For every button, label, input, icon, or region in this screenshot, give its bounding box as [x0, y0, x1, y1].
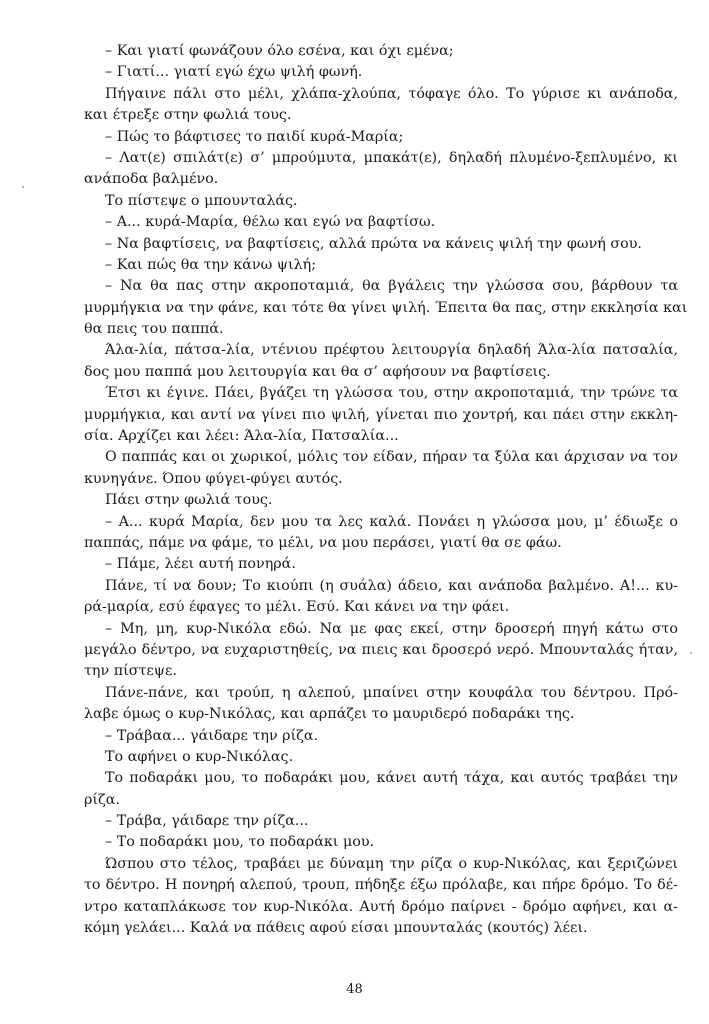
- scan-speck: [22, 186, 24, 188]
- text-line: – Α... κυρά Μαρία, δεν μου τα λες καλά. Πονάει η γλώσσα μου, μ’ έδιωξε ο: [105, 513, 678, 530]
- text-line: – Και γιατί φωνάζουν όλο εσένα, και όχι εμένα;: [105, 43, 454, 59]
- text-line: Πάει στην φωλιά τους.: [105, 492, 273, 509]
- text-line: Το αφήνει ο κυρ-Νικόλας.: [105, 748, 294, 765]
- text-line: – Να βαφτίσεις, να βαφτίσεις, αλλά πρώτα να κάνεις ψιλή την φωνή σου.: [105, 235, 642, 252]
- text-line: – Α... κυρά-Μαρία, θέλω και εγώ να βαφτίσω.: [105, 214, 436, 231]
- text-line: θα πεις του παππά.: [84, 321, 224, 338]
- text-line: το δέντρο. Η πονηρή αλεπού, τρουπ, πήδηξε έξω πρόλαβε, και πήρε δρόμο. Το δέ-: [84, 877, 678, 894]
- text-line: μυρμήγκια, και αντί να γίνει πιο ψιλή, γίνεται πιο χοντρή, και πάει στην εκκλη-: [84, 406, 678, 423]
- text-line: κόμη γελάει... Καλά να πάθεις αφού είσαι μπουνταλάς (κουτός) λέει.: [84, 920, 588, 937]
- text-line: λαβε όμως ο κυρ-Νικόλας, και αρπάζει το μαυριδερό ποδαράκι της.: [84, 706, 575, 723]
- text-line: κυνηγάνε. Όπου φύγει-φύγει αυτός.: [84, 470, 343, 487]
- page-number: 48: [346, 982, 363, 997]
- text-line: μεγάλο δέντρο, να ευχαριστηθείς, να πιεις και δροσερό νερό. Μπουνταλάς ήταν,: [84, 641, 678, 658]
- text-line: – Πάμε, λέει αυτή πονηρά.: [105, 556, 296, 573]
- text-line: Ο παππάς και οι χωρικοί, μόλις τον είδαν, πήραν τα ξύλα και άρχισαν να τον: [105, 449, 678, 466]
- text-line: Έτσι κι έγινε. Πάει, βγάζει τη γλώσσα του, στην ακροποταμιά, την τρώνε τα: [105, 385, 678, 402]
- text-line: σία. Αρχίζει και λέει: Άλα-λία, Πατσαλία...: [84, 428, 399, 445]
- text-line: – Το ποδαράκι μου, το ποδαράκι μου.: [105, 834, 375, 851]
- text-line: μυρμήγκια να την φάνε, και τότε θα γίνει ψιλή. Έπειτα θα πας, στην εκκλησία και: [84, 299, 688, 316]
- text-line: και έτρεξε στην φωλιά τους.: [84, 107, 292, 124]
- scan-speck: [690, 652, 692, 654]
- text-line: Πάνε-πάνε, και τρούπ, η αλεπού, μπαίνει στην κουφάλα του δέντρου. Πρό-: [105, 684, 678, 701]
- text-body: [84, 41, 688, 939]
- text-line: – Τράβα, γάιδαρε την ρίζα...: [105, 813, 309, 830]
- text-line: – Μη, μη, κυρ-Νικόλα εδώ. Να με φας εκεί, στην δροσερή πηγή κάτω στο: [105, 620, 678, 637]
- text-line: ρίζα.: [84, 791, 120, 808]
- text-line: ανάποδα βαλμένο.: [84, 171, 219, 188]
- text-line: την πίστεψε.: [84, 663, 177, 680]
- text-line: Ώσπου στο τέλος, τραβάει με δύναμη την ρίζα ο κυρ-Νικόλας, και ξεριζώνει: [105, 855, 678, 872]
- text-line: Πήγαινε πάλι στο μέλι, χλάπα-χλούπα, τόφαγε όλο. Το γύρισε κι ανάποδα,: [105, 85, 678, 102]
- text-line: παππάς, πάμε να φάμε, το μέλι, να μου περάσει, γιατί θα σε φάω.: [84, 534, 562, 551]
- text-line: – Πώς το βάφτισες το παιδί κυρά-Μαρία;: [105, 128, 404, 145]
- text-line: – Λατ(ε) σπιλάτ(ε) σ’ μπρούμυτα, μπακάτ(ε), δηλαδή πλυμένο-ξεπλυμένο, κι: [105, 149, 678, 166]
- text-line: Άλα-λία, πάτσα-λία, ντένιου πρέφτου λειτουργία δηλαδή Άλα-λία πατσαλία,: [105, 342, 678, 359]
- text-line: δος μου παππά μου λειτουργία και θα σ’ αφήσουν να βαφτίσεις.: [84, 363, 551, 380]
- text-line: Το ποδαράκι μου, το ποδαράκι μου, κάνει αυτή τάχα, και αυτός τραβάει την: [105, 770, 678, 787]
- text-line: Το πίστεψε ο μπουνταλάς.: [105, 192, 298, 209]
- text-line: Πάνε, τί να δουν; Το κιούπι (η συάλα) άδειο, και ανάποδα βαλμένο. Α!... κυ-: [105, 577, 678, 594]
- text-line: ρά-μαρία, εσύ έφαγες το μέλι. Εσύ. Και κάνει να την φάει.: [84, 599, 510, 616]
- text-line: – Τράβαα... γάιδαρε την ρίζα.: [105, 727, 319, 744]
- text-line: – Να θα πας στην ακροποταμιά, θα βγάλεις την γλώσσα σου, βάρθουν τα: [105, 278, 678, 295]
- text-line: – Γιατί... γιατί εγώ έχω ψιλή φωνή.: [105, 64, 363, 81]
- text-line: – Και πώς θα την κάνω ψιλή;: [105, 256, 317, 273]
- text-line: ντρο καταπλάκωσε τον κυρ-Νικόλα. Αυτή δρόμο παίρνει - δρόμο αφήνει, και α-: [84, 898, 678, 915]
